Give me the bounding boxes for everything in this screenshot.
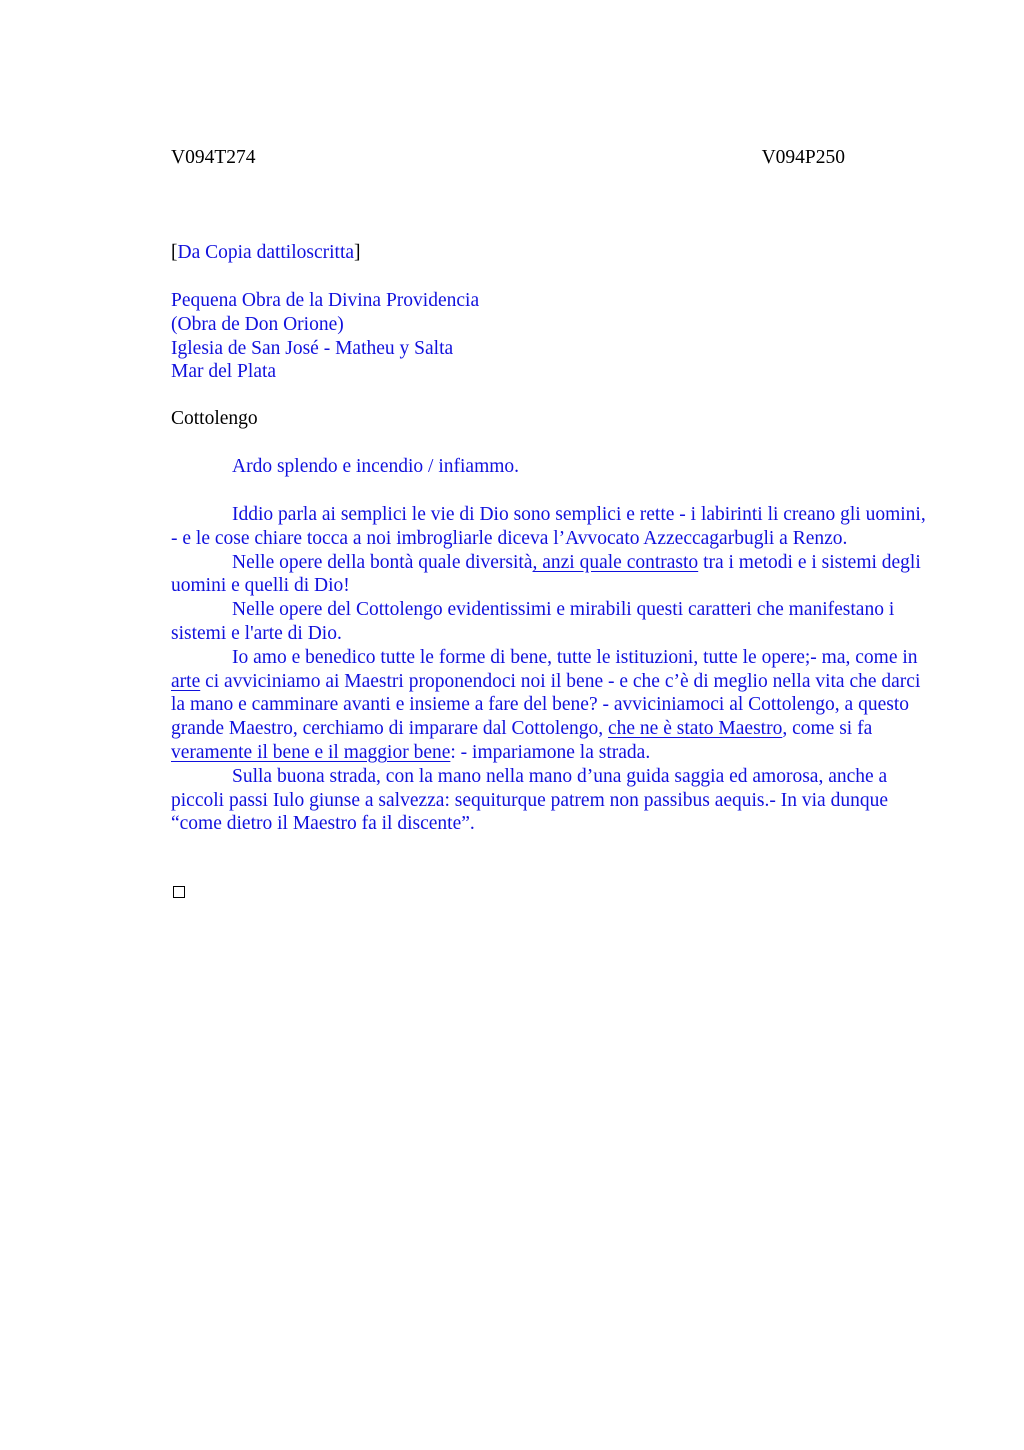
paragraph (171, 646, 927, 765)
address-line: Mar del Plata (171, 361, 277, 383)
underlined-phrase: che ne è stato Maestro (607, 718, 783, 740)
paragraph-text: Nelle opere del Cottolengo evidentissimi e mirabili questi caratteri che manifestano i sistemi e l'arte di Dio. (171, 599, 895, 644)
motto-text: Ardo splendo e incendio / infiammo. (232, 456, 520, 477)
address-line: Pequena Obra de la Divina Providencia (171, 290, 480, 311)
paragraph-text: Sulla buona strada, con la mano nella mano d’una guida saggia ed amorosa, anche a piccoli passi Iulo giunse a salvezza: sequiturque patrem non passibus aequis.- In via dunque “come dietro il Maestro fa il discente”. (171, 765, 888, 835)
source-label: Da Copia dattiloscritta (177, 242, 355, 263)
paragraph-text: ci avviciniamo ai Maestri proponendoci noi il bene - e che c’è di meglio nella vita che darci la mano e camminare avanti e insieme a fare del bene? - avviciniamoci al Cottolengo, a questo grande Maestro, cerchiamo di imparare dal Cottolengo, (171, 670, 921, 740)
source-close-bracket: ] (354, 242, 361, 263)
address-block (171, 289, 927, 384)
address-line: Iglesia de San José - Matheu y Salta (171, 337, 454, 359)
paragraph (171, 598, 927, 646)
document-page (171, 0, 931, 1450)
paragraph-text: tra i metodi e i sistemi degli uomini e quelli di Dio! (171, 551, 921, 597)
page-header (171, 145, 845, 171)
end-square-icon (173, 886, 185, 898)
paragraph-text: Io amo e benedico tutte le forme di bene, tutte le istituzioni, tutte le opere;- ma, come in (232, 646, 918, 668)
document-code-left: V094T274 (171, 147, 256, 168)
paragraph (171, 551, 927, 599)
paragraph (171, 503, 927, 551)
underlined-phrase: , anzi quale contrasto (532, 551, 699, 573)
paragraph (171, 765, 927, 836)
paragraph-text: Iddio parla ai semplici le vie di Dio sono semplici e rette - i labirinti li creano gli uomini, - e le cose chiare tocca a noi imbrogliarle diceva l’Avvocato Azzeccagarbugli a Renzo. (171, 504, 926, 549)
paragraph-text: Nelle opere della bontà quale diversità (232, 551, 533, 573)
underlined-phrase: veramente il bene e il maggior bene (171, 741, 451, 763)
body-text (171, 503, 927, 836)
source-note (171, 241, 927, 265)
paragraph-text: , come si fa (782, 718, 873, 740)
document-code-right: V094P250 (761, 147, 845, 168)
address-line: (Obra de Don Orione) (171, 313, 344, 335)
source-open-bracket: [ (171, 242, 178, 263)
underlined-phrase: arte (171, 670, 201, 692)
document-title: Cottolengo (171, 408, 258, 429)
motto-line (171, 455, 927, 479)
paragraph-text: : - impariamone la strada. (450, 741, 651, 763)
